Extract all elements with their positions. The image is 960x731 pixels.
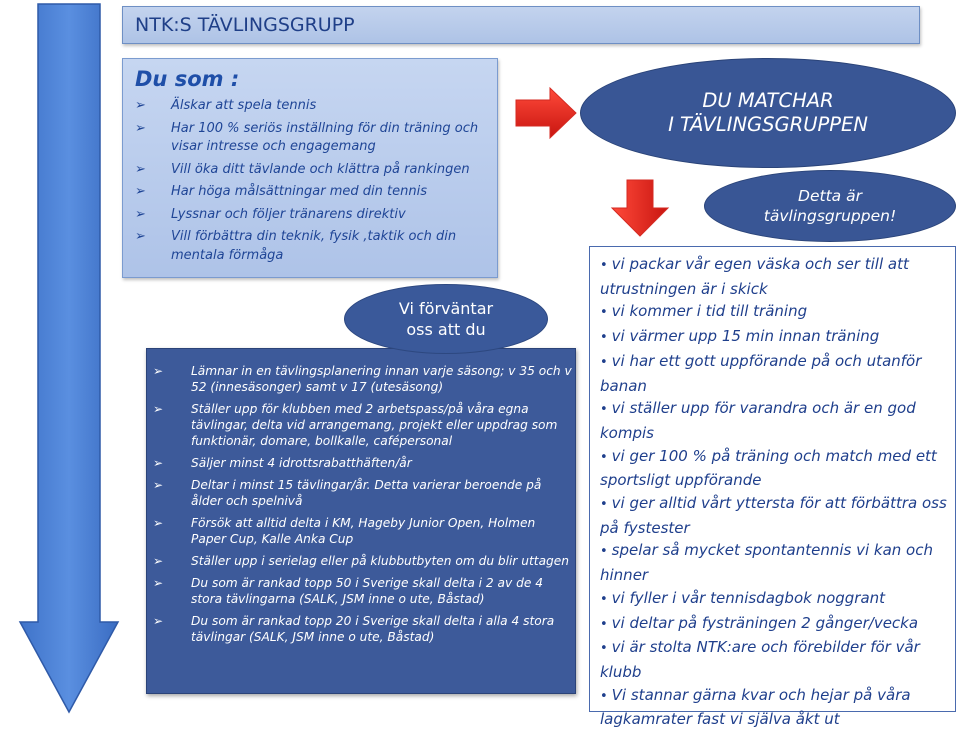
list-item: ➢ Säljer minst 4 idrottsrabatthäften/år [153, 456, 412, 470]
list-item: ➢ Försök att alltid delta i KM, Hageby Junior Open, Holmen Paper Cup, Kalle Anka Cup [153, 516, 536, 546]
checkmark-icon: ➢ [153, 576, 164, 590]
bullet-icon: • [600, 258, 608, 273]
list-item: ➢ Lämnar in en tävlingsplanering innan varje säsong; v 35 och v 52 (innesäsonger) samt v 17 (utesäsong) [153, 364, 572, 394]
bullet-icon: • [600, 688, 608, 704]
checkmark-icon: ➢ [135, 98, 146, 113]
bullet-icon: • [600, 616, 608, 632]
bullet-icon: • [600, 591, 608, 607]
list-item: • Vi stannar gärna kvar och hejar på våra lagkamrater fast vi själva åkt ut [600, 685, 911, 729]
list-item: • vi ger alltid vårt yttersta för att förbättra oss på fystester [600, 494, 947, 537]
checkmark-icon: ➢ [135, 184, 146, 199]
forvantar-box [146, 348, 576, 694]
matchar-ellipse [580, 58, 956, 168]
forvantar-heading-line1: Vi förväntar [398, 299, 494, 318]
list-item: ➢ Ställer upp för klubben med 2 arbetspass/på våra egna tävlingar, delta vid arrangemang, projekt eller uppdrag som funktionär, domare, bollkalle, cafépersonal [153, 402, 558, 448]
forvantar-heading-line2: oss att du [406, 320, 486, 339]
list-item: ➢ Du som är rankad topp 50 i Sverige skall delta i 2 av de 4 stora tävlingarna (SALK, JSM inne o ute, Båstad) [153, 576, 543, 606]
matchar-line1: DU MATCHAR [702, 89, 834, 112]
detta-line1: Detta är [798, 187, 862, 205]
checkmark-icon: ➢ [153, 364, 164, 378]
checkmark-icon: ➢ [135, 206, 146, 222]
page-title: NTK:S TÄVLINGSGRUPP [135, 14, 355, 36]
bullet-icon: • [600, 641, 608, 657]
list-item: • vi packar vår egen väska och ser till att utrustningen är i skick [600, 255, 909, 298]
checkmark-icon: ➢ [153, 402, 164, 416]
right-box [589, 246, 956, 729]
down-arrow-icon [610, 178, 670, 238]
detta-ellipse [704, 170, 956, 242]
checkmark-icon: ➢ [135, 229, 146, 244]
list-item: ➢ Lyssnar och följer tränarens direktiv [135, 206, 495, 225]
du-som-list [135, 97, 495, 269]
list-item: • vi kommer i tid till träning [600, 302, 808, 321]
list-item: ➢ Har 100 % seriös inställning för din träning och visar intresse och engagemang [135, 120, 479, 154]
matchar-line2: I TÄVLINGSGRUPPEN [668, 113, 868, 136]
list-item: ➢ Har höga målsättningar med din tennis [135, 183, 495, 202]
list-item: ➢ Du som är rankad topp 20 i Sverige skall delta i alla 4 stora tävlingar (SALK, JSM inne o ute, Båstad) [153, 614, 555, 644]
list-item: • vi ger 100 % på träning och match med ett sportsligt uppförande [600, 446, 937, 490]
title-bar [122, 6, 920, 44]
forvantar-ellipse [344, 284, 548, 354]
checkmark-icon: ➢ [153, 516, 164, 530]
detta-line2: tävlingsgruppen! [763, 207, 897, 225]
bullet-icon: • [600, 449, 608, 465]
list-item: • vi har ett gott uppförande på och utanför banan [600, 351, 922, 395]
list-item: • vi är stolta NTK:are och förebilder för vår klubb [600, 638, 920, 681]
du-som-heading: Du som : [135, 67, 240, 91]
list-item: • vi ställer upp för varandra och är en god kompis [600, 399, 916, 442]
bullet-icon: • [600, 497, 608, 513]
list-item: ➢ Vill öka ditt tävlande och klättra på rankingen [135, 161, 495, 180]
checkmark-icon: ➢ [135, 161, 146, 177]
big-down-arrow-icon [0, 0, 120, 716]
list-item: ➢ Älskar att spela tennis [135, 97, 495, 116]
right-arrow-icon [514, 86, 578, 140]
list-item: • vi fyller i vår tennisdagbok noggrant [600, 588, 886, 607]
list-item: • vi värmer upp 15 min innan träning [600, 327, 880, 346]
bullet-icon: • [600, 330, 608, 346]
bullet-icon: • [600, 544, 608, 560]
forvantar-list [153, 363, 573, 651]
list-item: • vi deltar på fysträningen 2 gånger/vecka [600, 613, 919, 632]
checkmark-icon: ➢ [135, 120, 146, 136]
right-list [600, 253, 952, 731]
bullet-icon: • [600, 354, 608, 370]
checkmark-icon: ➢ [153, 554, 164, 568]
bullet-icon: • [600, 402, 608, 418]
checkmark-icon: ➢ [153, 456, 164, 470]
bullet-icon: • [600, 305, 608, 321]
list-item: • spelar så mycket spontantennis vi kan och hinner [600, 541, 933, 585]
checkmark-icon: ➢ [153, 614, 164, 628]
du-som-box [122, 58, 498, 278]
list-item: ➢ Ställer upp i serielag eller på klubbutbyten om du blir uttagen [153, 554, 570, 568]
checkmark-icon: ➢ [153, 478, 164, 492]
list-item: ➢ Vill förbättra din teknik, fysik ,taktik och din mentala förmåga [135, 229, 457, 263]
list-item: ➢ Deltar i minst 15 tävlingar/år. Detta varierar beroende på ålder och spelnivå [153, 478, 542, 508]
